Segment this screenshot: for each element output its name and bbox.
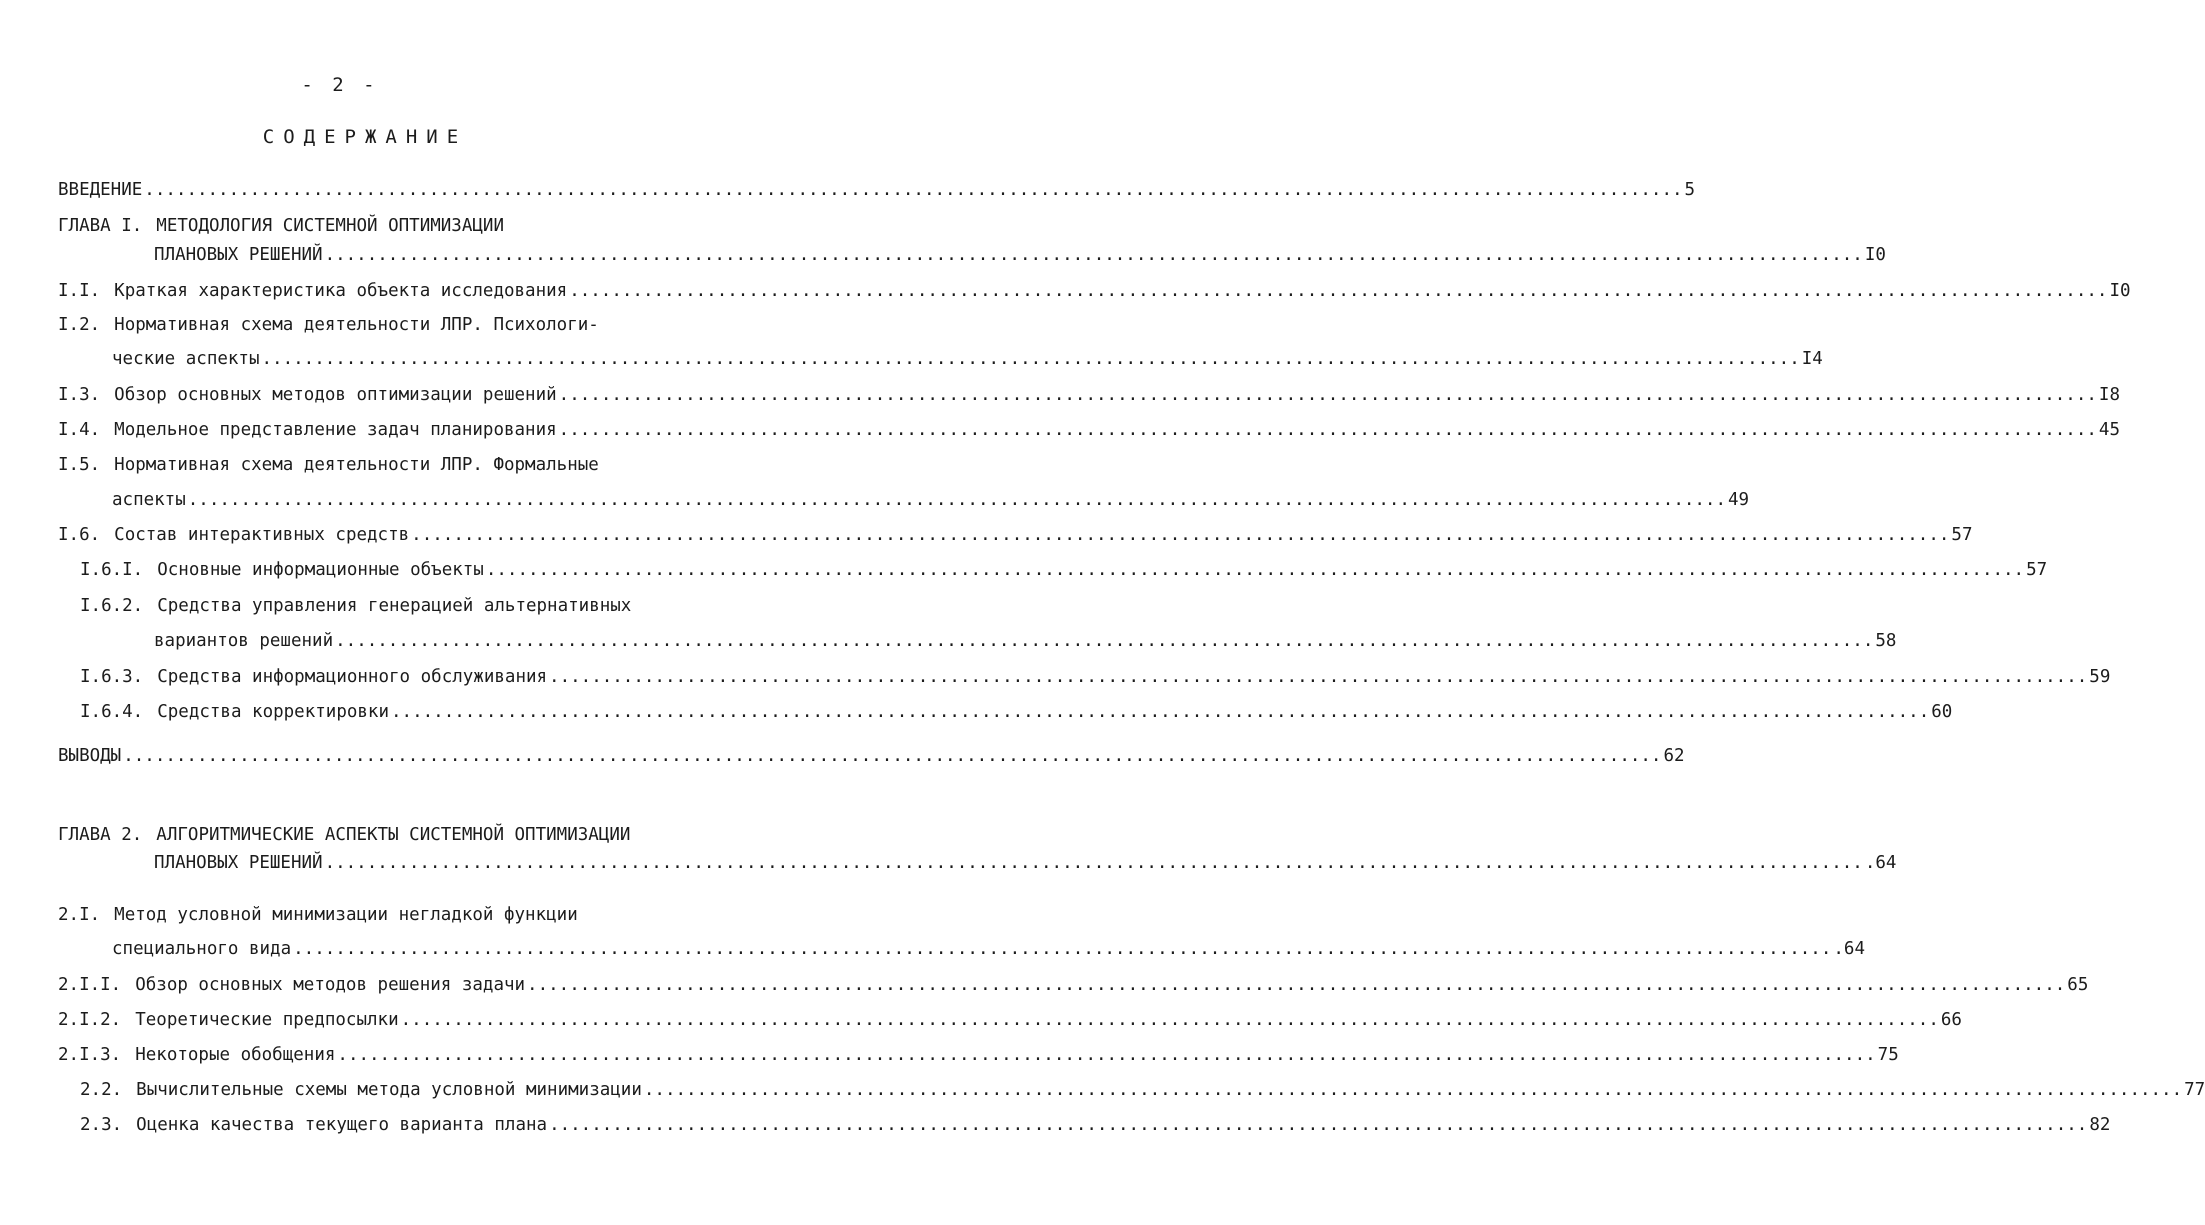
toc-entry-intro	[58, 178, 1696, 202]
toc-text: Краткая характеристика объекта исследования	[114, 281, 568, 301]
toc-text: вариантов решений	[154, 631, 334, 651]
toc-page: I4	[1801, 349, 1823, 369]
toc-page: 66	[1940, 1010, 1962, 1030]
toc-entry-s1-2-line2	[112, 347, 1823, 371]
toc-label: I.6.	[58, 525, 101, 545]
toc-entry-s2-1-line1	[58, 903, 738, 927]
toc-text: Теоретические предпосылки	[135, 1010, 399, 1030]
toc-page: 49	[1728, 490, 1750, 510]
toc-label: 2.I.I.	[58, 975, 122, 995]
toc-label: 2.I.2.	[58, 1010, 122, 1030]
toc-text: Нормативная схема деятельности ЛПР. Психологи-	[114, 315, 599, 335]
toc-label: 2.I.3.	[58, 1045, 122, 1065]
dot-leader: ..................................................................................................................................................	[324, 853, 1863, 873]
toc-page: 57	[2026, 560, 2048, 580]
toc-page: I0	[2109, 281, 2131, 301]
toc-label: 2.3.	[80, 1115, 123, 1135]
toc-entry-s2-1-line2	[112, 937, 1865, 961]
page-number: - 2 -	[301, 74, 379, 96]
toc-text: Обзор основных методов решения задачи	[135, 975, 526, 995]
toc-label: I.6.3.	[80, 667, 144, 687]
toc-page: 65	[2067, 975, 2089, 995]
toc-entry-s1-4	[58, 418, 2120, 442]
dot-leader: ..................................................................................................................................................	[261, 349, 1800, 369]
dot-leader: ..................................................................................................................................................	[485, 560, 2025, 580]
toc-text: ВВЕДЕНИЕ	[58, 180, 143, 200]
dot-leader: ..................................................................................................................................................	[324, 245, 1863, 265]
toc-page: 62	[1663, 746, 1685, 766]
toc-page: I0	[1864, 245, 1886, 265]
toc-text: Состав интерактивных средств	[114, 525, 410, 545]
toc-entry-ch2-line2	[154, 851, 1897, 875]
toc-text: Нормативная схема деятельности ЛПР. Формальные	[114, 455, 599, 475]
toc-text: специального вида	[112, 939, 292, 959]
toc-text: Средства управления генерацией альтернативных	[157, 596, 632, 616]
toc-page: 5	[1684, 180, 1696, 200]
toc-entry-s1-6-2-line1	[80, 594, 738, 618]
toc-label: 2.I.	[58, 905, 101, 925]
toc-text: Вычислительные схемы метода условной минимизации	[136, 1080, 642, 1100]
toc-text: аспекты	[112, 490, 186, 510]
toc-text: Оценка качества текущего варианта плана	[136, 1115, 548, 1135]
toc-entry-s1-6	[58, 523, 1973, 547]
toc-page: 57	[1951, 525, 1973, 545]
toc-entry-s2-1-2	[58, 1008, 1962, 1032]
dot-leader: ..................................................................................................................................................	[549, 1115, 2088, 1135]
dot-leader: ..................................................................................................................................................	[411, 525, 1950, 545]
dot-leader: ..................................................................................................................................................	[527, 975, 2066, 995]
toc-entry-conclusions	[58, 744, 1685, 768]
toc-label: I.6.2.	[80, 596, 144, 616]
toc-text: Обзор основных методов оптимизации решений	[114, 385, 557, 405]
toc-label: I.4.	[58, 420, 101, 440]
toc-text: Модельное представление задач планирования	[114, 420, 557, 440]
dot-leader: ..................................................................................................................................................	[187, 490, 1727, 510]
toc-label: I.6.I.	[80, 560, 144, 580]
dot-leader: ..................................................................................................................................................	[293, 939, 1832, 959]
toc-entry-s1-3	[58, 383, 2120, 407]
toc-label: I.5.	[58, 455, 101, 475]
toc-text: МЕТОДОЛОГИЯ СИСТЕМНОЙ ОПТИМИЗАЦИИ	[156, 216, 504, 236]
toc-text: Некоторые обобщения	[135, 1045, 336, 1065]
toc-label: ГЛАВА 2.	[58, 825, 143, 845]
dot-leader: ..................................................................................................................................................	[558, 385, 2097, 405]
toc-page: 60	[1931, 702, 1953, 722]
toc-text: ВЫВОДЫ	[58, 746, 122, 766]
toc-text: Основные информационные объекты	[157, 560, 484, 580]
toc-entry-s1-6-3	[80, 665, 2111, 689]
toc-label: ГЛАВА I.	[58, 216, 143, 236]
toc-entry-s2-2	[80, 1078, 2205, 1102]
toc-entry-s1-6-4	[80, 700, 1953, 724]
toc-page: 45	[2098, 420, 2120, 440]
dot-leader: ..................................................................................................................................................	[391, 702, 1930, 722]
dot-leader: ..................................................................................................................................................	[558, 420, 2097, 440]
dot-leader: ..................................................................................................................................................	[400, 1010, 1939, 1030]
toc-entry-s1-1	[58, 279, 2131, 303]
toc-label: I.2.	[58, 315, 101, 335]
toc-page: 59	[2089, 667, 2111, 687]
toc-text: ПЛАНОВЫХ РЕШЕНИЙ	[154, 853, 323, 873]
toc-page: 75	[1877, 1045, 1899, 1065]
toc-page: .64	[1864, 853, 1897, 873]
toc-text: Средства информационного обслуживания	[157, 667, 548, 687]
toc-entry-ch2-line1	[58, 823, 738, 847]
dot-leader: ..................................................................................................................................................	[123, 746, 1662, 766]
toc-label: I.I.	[58, 281, 101, 301]
dot-leader: ..................................................................................................................................................	[335, 631, 1874, 651]
dot-leader: ..................................................................................................................................................	[549, 667, 2088, 687]
toc-entry-s2-1-3	[58, 1043, 1899, 1067]
dot-leader: ..................................................................................................................................................	[144, 180, 1683, 200]
dot-leader: ..................................................................................................................................................	[643, 1080, 2183, 1100]
toc-text: ческие аспекты	[112, 349, 260, 369]
toc-entry-ch1-line2	[154, 243, 1886, 267]
toc-page: .64	[1833, 939, 1865, 959]
toc-text: Средства корректировки	[157, 702, 390, 722]
toc-page: 58	[1875, 631, 1897, 651]
toc-title: СОДЕРЖАНИЕ	[262, 126, 468, 148]
toc-text: АЛГОРИТМИЧЕСКИЕ АСПЕКТЫ СИСТЕМНОЙ ОПТИМИЗАЦИИ	[156, 825, 631, 845]
toc-entry-s2-3	[80, 1113, 2111, 1137]
toc-entry-s2-1-1	[58, 973, 2089, 997]
toc-entry-s1-6-1	[80, 558, 2048, 582]
toc-label: I.3.	[58, 385, 101, 405]
toc-label: 2.2.	[80, 1080, 123, 1100]
toc-page: I8	[2098, 385, 2120, 405]
toc-text: Метод условной минимизации негладкой функции	[114, 905, 578, 925]
toc-page: 77	[2184, 1080, 2205, 1100]
toc-label: I.6.4.	[80, 702, 144, 722]
toc-entry-s1-5-line2	[112, 488, 1750, 512]
dot-leader: ..................................................................................................................................................	[337, 1045, 1876, 1065]
toc-text: ПЛАНОВЫХ РЕШЕНИЙ	[154, 245, 323, 265]
toc-entry-s1-2-line1	[58, 313, 738, 337]
toc-entry-s1-5-line1	[58, 453, 738, 477]
dot-leader: ..................................................................................................................................................	[569, 281, 2108, 301]
toc-page: 82	[2089, 1115, 2111, 1135]
toc-entry-s1-6-2-line2	[154, 629, 1897, 653]
toc-entry-ch1-line1	[58, 214, 738, 238]
